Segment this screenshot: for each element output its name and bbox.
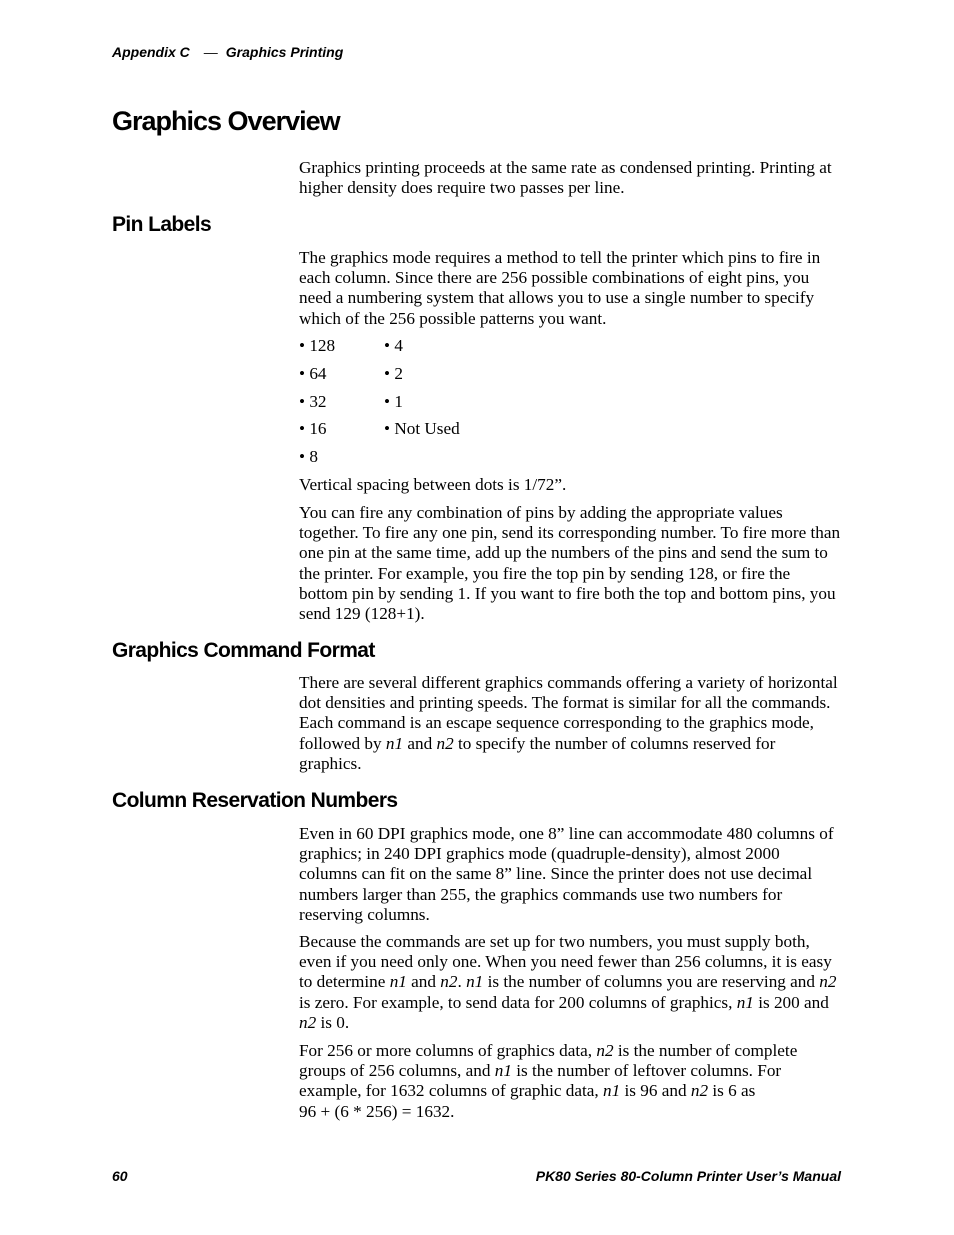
list-item: • 2 [384, 364, 403, 383]
command-format-paragraph: There are several different graphics commands offering a variety of horizontal dot densities and printing speeds. The format is similar for all the commands. Each command is an escape sequence corresponding to the graphics mode, followed by n1 and n2 to specify the number of columns reserved for graphics. [299, 673, 838, 773]
vertical-spacing-paragraph: Vertical spacing between dots is 1/72”. [299, 475, 567, 494]
manual-title: PK80 Series 80-Column Printer User’s Manual [535, 1168, 841, 1184]
page-number: 60 [112, 1168, 128, 1184]
column-reservation-paragraph-2: Because the commands are set up for two numbers, you must supply both, even if you need only one. When you need fewer than 256 columns, it is easy to determine n1 and n2. n1 is the number of columns you are reserving and n2 is zero. For example, to send data for 200 columns of graphics, n1 is 200 and n2 is 0. [299, 932, 837, 1032]
header-section: Appendix C [112, 44, 190, 60]
list-item: • 4 [384, 336, 403, 355]
fire-pins-paragraph: You can fire any combination of pins by adding the appropriate values together. To fire any one pin, send its corresponding number. To fire more than one pin at the same time, add up the numbers of the pins and send the sum to the printer. For example, you fire the top pin by sending 128, or fire the bottom pin by sending 1. If you want to fire both the top and bottom pins, you send 129 (128+1). [299, 503, 841, 624]
list-item: • 64 [299, 364, 327, 383]
column-reservation-paragraph-1: Even in 60 DPI graphics mode, one 8” line can accommodate 480 columns of graphics; in 240 DPI graphics mode (quadruple-density), almost 2000 columns can fit on the same 8” line. Since the printer does not use decimal numbers larger than 255, the graphics commands use two numbers for reserving columns. [299, 824, 834, 924]
pin-labels-paragraph: The graphics mode requires a method to tell the printer which pins to fire in each column. Since there are 256 possible combinations of eight pins, you need a numbering system that allows you to use a single number to specify which of the 256 possible patterns you want. [299, 248, 821, 328]
header-title: Graphics Printing [225, 44, 344, 60]
list-item: • Not Used [384, 419, 460, 438]
header-separator: — [203, 44, 218, 60]
list-item: • 8 [299, 447, 318, 466]
list-item: • 1 [384, 392, 403, 411]
heading-graphics-command-format: Graphics Command Format [112, 639, 375, 662]
heading-pin-labels: Pin Labels [112, 213, 212, 236]
heading-graphics-overview: Graphics Overview [112, 106, 340, 136]
list-item: • 32 [299, 392, 327, 411]
overview-paragraph: Graphics printing proceeds at the same rate as condensed printing. Printing at higher density does require two passes per line. [299, 158, 832, 198]
list-item: • 128 [299, 336, 336, 355]
list-item: • 16 [299, 419, 327, 438]
running-header [112, 44, 343, 60]
column-reservation-paragraph-3: For 256 or more columns of graphics data, n2 is the number of complete groups of 256 columns, and n1 is the number of leftover columns. For example, for 1632 columns of graphic data, n1 is 96 and n2 is 6 as 96 + (6 * 256) = 1632. [299, 1041, 798, 1121]
heading-column-reservation-numbers: Column Reservation Numbers [112, 789, 398, 812]
